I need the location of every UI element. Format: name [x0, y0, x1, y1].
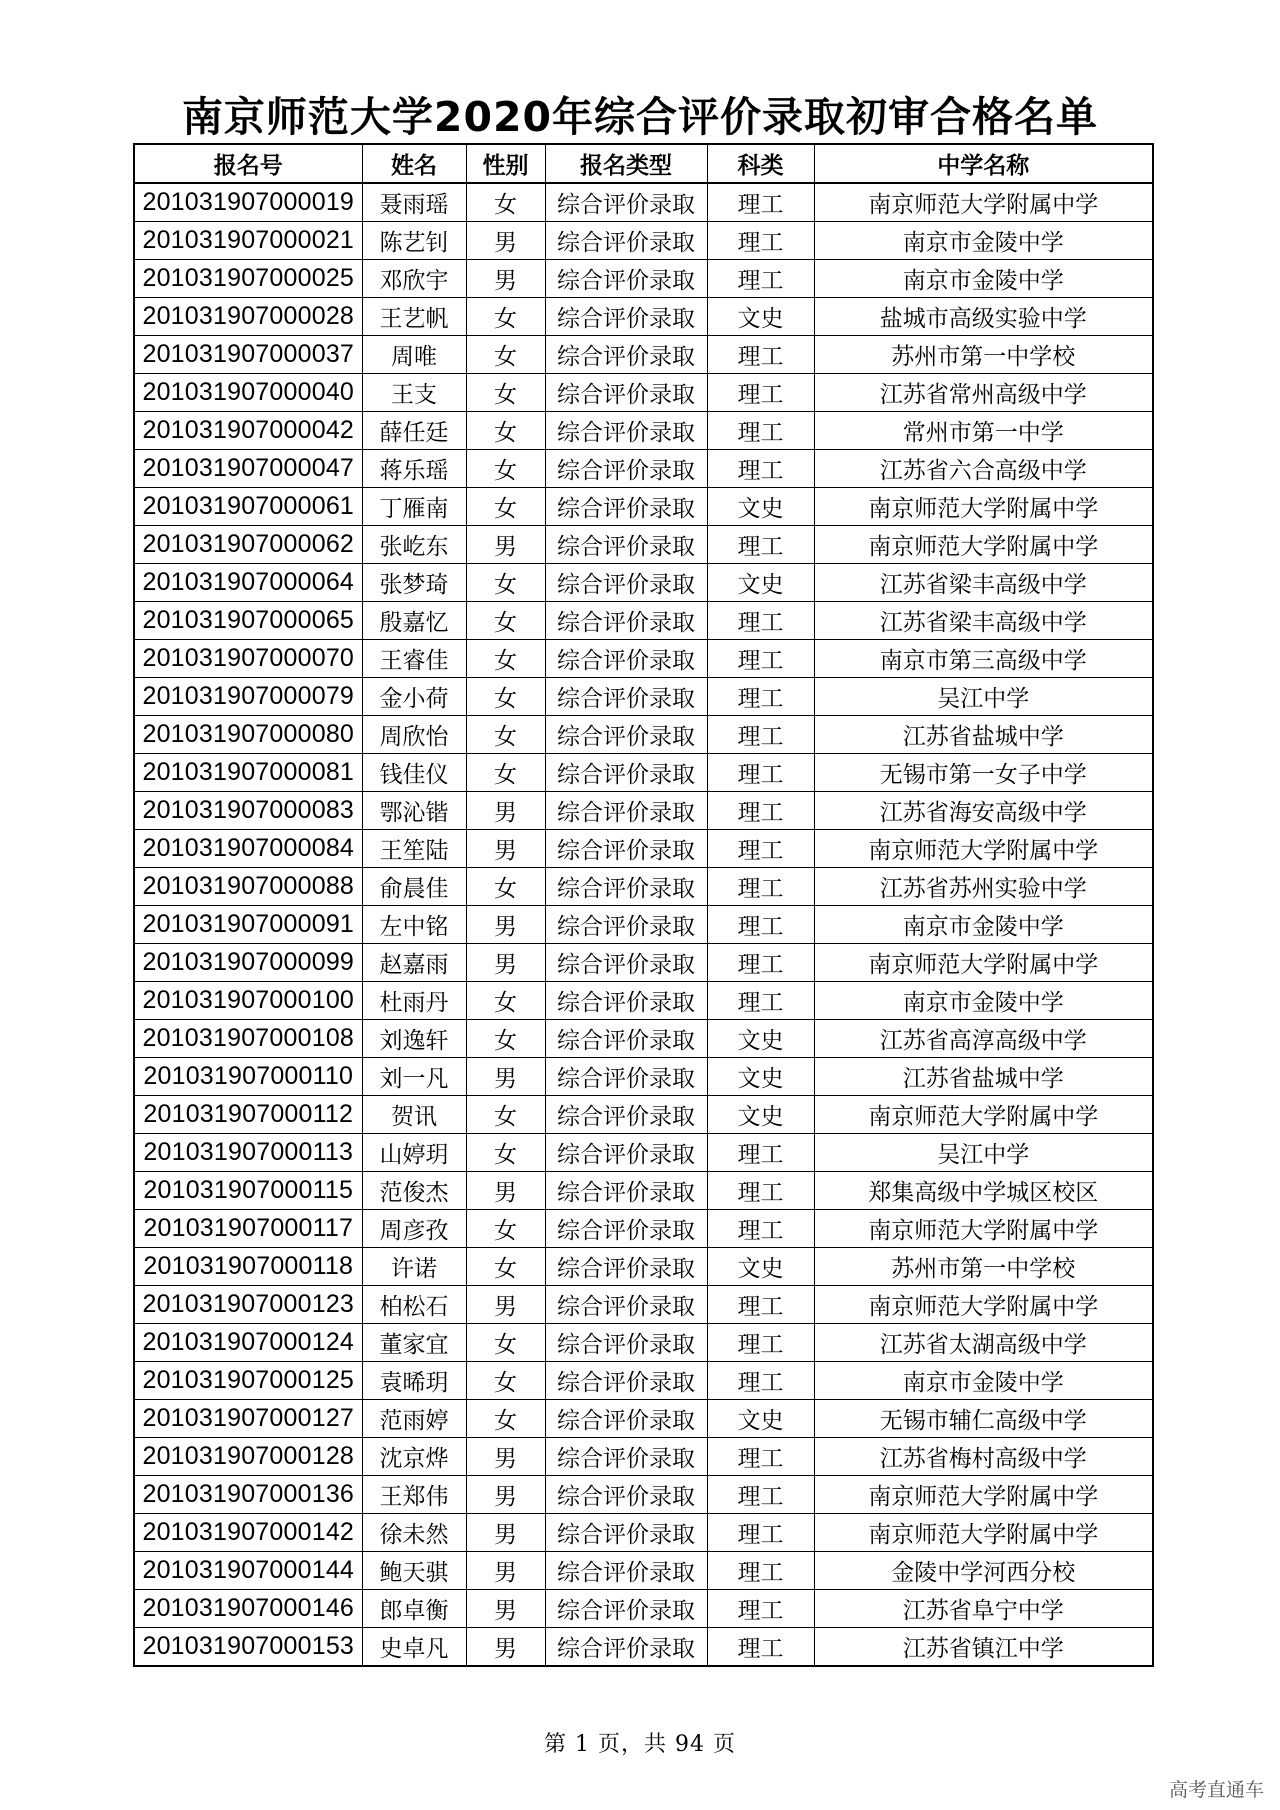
- table-row: [134, 640, 1153, 678]
- registration-no-cell: 201031907000088: [134, 868, 362, 906]
- registration-no-cell: 201031907000021: [134, 222, 362, 260]
- name-cell: 山婷玥: [362, 1134, 466, 1172]
- high-school-cell: 江苏省梁丰高级中学: [814, 602, 1153, 640]
- registration-type-cell: 综合评价录取: [545, 678, 707, 716]
- high-school-cell: 常州市第一中学: [814, 412, 1153, 450]
- high-school-cell: 江苏省梁丰高级中学: [814, 564, 1153, 602]
- subject-category-cell: 理工: [707, 374, 814, 412]
- table-row: [134, 183, 1153, 222]
- registration-no-cell: 201031907000118: [134, 1248, 362, 1286]
- registration-type-cell: 综合评价录取: [545, 1020, 707, 1058]
- registration-type-cell: 综合评价录取: [545, 374, 707, 412]
- registration-type-cell: 综合评价录取: [545, 298, 707, 336]
- registration-no-cell: 201031907000125: [134, 1362, 362, 1400]
- name-cell: 聂雨瑶: [362, 183, 466, 222]
- high-school-cell: 郑集高级中学城区校区: [814, 1172, 1153, 1210]
- gender-cell: 女: [466, 1324, 545, 1362]
- name-cell: 邓欣宇: [362, 260, 466, 298]
- column-header-registration-no: 报名号: [134, 144, 362, 183]
- name-cell: 周唯: [362, 336, 466, 374]
- high-school-cell: 南京市金陵中学: [814, 982, 1153, 1020]
- gender-cell: 女: [466, 868, 545, 906]
- subject-category-cell: 文史: [707, 1020, 814, 1058]
- table-row: [134, 1286, 1153, 1324]
- registration-type-cell: 综合评价录取: [545, 1058, 707, 1096]
- high-school-cell: 南京师范大学附属中学: [814, 944, 1153, 982]
- registration-type-cell: 综合评价录取: [545, 450, 707, 488]
- name-cell: 周彦孜: [362, 1210, 466, 1248]
- high-school-cell: 南京市金陵中学: [814, 260, 1153, 298]
- column-header-high-school: 中学名称: [814, 144, 1153, 183]
- column-header-name: 姓名: [362, 144, 466, 183]
- registration-no-cell: 201031907000124: [134, 1324, 362, 1362]
- registration-type-cell: 综合评价录取: [545, 1438, 707, 1476]
- registration-no-cell: 201031907000153: [134, 1628, 362, 1667]
- subject-category-cell: 理工: [707, 1134, 814, 1172]
- high-school-cell: 南京市金陵中学: [814, 222, 1153, 260]
- subject-category-cell: 理工: [707, 260, 814, 298]
- high-school-cell: 苏州市第一中学校: [814, 336, 1153, 374]
- subject-category-cell: 理工: [707, 1324, 814, 1362]
- subject-category-cell: 理工: [707, 183, 814, 222]
- name-cell: 左中铭: [362, 906, 466, 944]
- subject-category-cell: 理工: [707, 1210, 814, 1248]
- admission-list-table: [133, 143, 1154, 1667]
- name-cell: 金小荷: [362, 678, 466, 716]
- name-cell: 杜雨丹: [362, 982, 466, 1020]
- subject-category-cell: 理工: [707, 1590, 814, 1628]
- subject-category-cell: 理工: [707, 1362, 814, 1400]
- name-cell: 陈艺钊: [362, 222, 466, 260]
- table-row: [134, 412, 1153, 450]
- table-row: [134, 906, 1153, 944]
- high-school-cell: 江苏省高淳高级中学: [814, 1020, 1153, 1058]
- gender-cell: 男: [466, 830, 545, 868]
- gender-cell: 女: [466, 754, 545, 792]
- registration-no-cell: 201031907000115: [134, 1172, 362, 1210]
- name-cell: 王艺帆: [362, 298, 466, 336]
- registration-type-cell: 综合评价录取: [545, 602, 707, 640]
- registration-type-cell: 综合评价录取: [545, 260, 707, 298]
- registration-type-cell: 综合评价录取: [545, 336, 707, 374]
- registration-no-cell: 201031907000019: [134, 183, 362, 222]
- table-row: [134, 678, 1153, 716]
- table-row: [134, 716, 1153, 754]
- gender-cell: 男: [466, 1172, 545, 1210]
- registration-no-cell: 201031907000110: [134, 1058, 362, 1096]
- name-cell: 袁晞玥: [362, 1362, 466, 1400]
- registration-type-cell: 综合评价录取: [545, 488, 707, 526]
- registration-type-cell: 综合评价录取: [545, 1286, 707, 1324]
- name-cell: 薛任廷: [362, 412, 466, 450]
- subject-category-cell: 文史: [707, 1096, 814, 1134]
- table-row: [134, 450, 1153, 488]
- registration-type-cell: 综合评价录取: [545, 792, 707, 830]
- table-row: [134, 1552, 1153, 1590]
- watermark: 高考直通车: [1168, 1779, 1264, 1801]
- high-school-cell: 江苏省梅村高级中学: [814, 1438, 1153, 1476]
- gender-cell: 女: [466, 1362, 545, 1400]
- subject-category-cell: 理工: [707, 716, 814, 754]
- high-school-cell: 南京市金陵中学: [814, 906, 1153, 944]
- registration-type-cell: 综合评价录取: [545, 1172, 707, 1210]
- registration-no-cell: 201031907000061: [134, 488, 362, 526]
- table-row: [134, 260, 1153, 298]
- registration-type-cell: 综合评价录取: [545, 1590, 707, 1628]
- table-row: [134, 1210, 1153, 1248]
- subject-category-cell: 理工: [707, 1514, 814, 1552]
- gender-cell: 男: [466, 1590, 545, 1628]
- gender-cell: 女: [466, 183, 545, 222]
- registration-no-cell: 201031907000128: [134, 1438, 362, 1476]
- subject-category-cell: 文史: [707, 1400, 814, 1438]
- gender-cell: 女: [466, 678, 545, 716]
- table-row: [134, 792, 1153, 830]
- high-school-cell: 苏州市第一中学校: [814, 1248, 1153, 1286]
- name-cell: 徐未然: [362, 1514, 466, 1552]
- subject-category-cell: 文史: [707, 488, 814, 526]
- high-school-cell: 南京市第三高级中学: [814, 640, 1153, 678]
- table-row: [134, 1248, 1153, 1286]
- name-cell: 许诺: [362, 1248, 466, 1286]
- high-school-cell: 南京师范大学附属中学: [814, 1210, 1153, 1248]
- high-school-cell: 江苏省盐城中学: [814, 716, 1153, 754]
- gender-cell: 女: [466, 1020, 545, 1058]
- high-school-cell: 盐城市高级实验中学: [814, 298, 1153, 336]
- name-cell: 蒋乐瑶: [362, 450, 466, 488]
- registration-type-cell: 综合评价录取: [545, 1552, 707, 1590]
- registration-no-cell: 201031907000117: [134, 1210, 362, 1248]
- column-header-registration-type: 报名类型: [545, 144, 707, 183]
- subject-category-cell: 理工: [707, 1438, 814, 1476]
- page-title: 南京师范大学2020年综合评价录取初审合格名单: [181, 93, 1099, 141]
- registration-no-cell: 201031907000062: [134, 526, 362, 564]
- registration-no-cell: 201031907000047: [134, 450, 362, 488]
- registration-no-cell: 201031907000083: [134, 792, 362, 830]
- registration-no-cell: 201031907000065: [134, 602, 362, 640]
- subject-category-cell: 理工: [707, 412, 814, 450]
- high-school-cell: 南京师范大学附属中学: [814, 488, 1153, 526]
- name-cell: 赵嘉雨: [362, 944, 466, 982]
- gender-cell: 男: [466, 792, 545, 830]
- subject-category-cell: 文史: [707, 1058, 814, 1096]
- high-school-cell: 南京师范大学附属中学: [814, 1476, 1153, 1514]
- high-school-cell: 江苏省六合高级中学: [814, 450, 1153, 488]
- table-row: [134, 982, 1153, 1020]
- subject-category-cell: 理工: [707, 450, 814, 488]
- high-school-cell: 江苏省常州高级中学: [814, 374, 1153, 412]
- subject-category-cell: 理工: [707, 1286, 814, 1324]
- high-school-cell: 金陵中学河西分校: [814, 1552, 1153, 1590]
- name-cell: 董家宜: [362, 1324, 466, 1362]
- gender-cell: 男: [466, 222, 545, 260]
- registration-no-cell: 201031907000080: [134, 716, 362, 754]
- table-row: [134, 1172, 1153, 1210]
- subject-category-cell: 理工: [707, 868, 814, 906]
- registration-no-cell: 201031907000100: [134, 982, 362, 1020]
- table-row: [134, 602, 1153, 640]
- registration-type-cell: 综合评价录取: [545, 1324, 707, 1362]
- high-school-cell: 江苏省盐城中学: [814, 1058, 1153, 1096]
- registration-no-cell: 201031907000064: [134, 564, 362, 602]
- name-cell: 鲍天骐: [362, 1552, 466, 1590]
- subject-category-cell: 理工: [707, 336, 814, 374]
- registration-type-cell: 综合评价录取: [545, 1362, 707, 1400]
- name-cell: 钱佳仪: [362, 754, 466, 792]
- registration-type-cell: 综合评价录取: [545, 640, 707, 678]
- table-row: [134, 1324, 1153, 1362]
- high-school-cell: 江苏省阜宁中学: [814, 1590, 1153, 1628]
- name-cell: 王笙陆: [362, 830, 466, 868]
- name-cell: 沈京烨: [362, 1438, 466, 1476]
- registration-type-cell: 综合评价录取: [545, 716, 707, 754]
- gender-cell: 女: [466, 1400, 545, 1438]
- registration-no-cell: 201031907000127: [134, 1400, 362, 1438]
- high-school-cell: 无锡市第一女子中学: [814, 754, 1153, 792]
- gender-cell: 女: [466, 602, 545, 640]
- name-cell: 张梦琦: [362, 564, 466, 602]
- high-school-cell: 江苏省镇江中学: [814, 1628, 1153, 1667]
- gender-cell: 女: [466, 564, 545, 602]
- gender-cell: 女: [466, 488, 545, 526]
- gender-cell: 女: [466, 1134, 545, 1172]
- gender-cell: 女: [466, 1210, 545, 1248]
- registration-no-cell: 201031907000091: [134, 906, 362, 944]
- gender-cell: 男: [466, 1552, 545, 1590]
- registration-type-cell: 综合评价录取: [545, 982, 707, 1020]
- registration-no-cell: 201031907000084: [134, 830, 362, 868]
- column-header-subject-category: 科类: [707, 144, 814, 183]
- table-row: [134, 1628, 1153, 1667]
- subject-category-cell: 理工: [707, 982, 814, 1020]
- high-school-cell: 吴江中学: [814, 1134, 1153, 1172]
- table-row: [134, 830, 1153, 868]
- subject-category-cell: 理工: [707, 754, 814, 792]
- name-cell: 张屹东: [362, 526, 466, 564]
- gender-cell: 男: [466, 1628, 545, 1667]
- table-row: [134, 488, 1153, 526]
- table-row: [134, 374, 1153, 412]
- gender-cell: 女: [466, 336, 545, 374]
- name-cell: 俞晨佳: [362, 868, 466, 906]
- gender-cell: 女: [466, 716, 545, 754]
- gender-cell: 女: [466, 374, 545, 412]
- subject-category-cell: 理工: [707, 640, 814, 678]
- gender-cell: 女: [466, 1248, 545, 1286]
- subject-category-cell: 理工: [707, 830, 814, 868]
- registration-no-cell: 201031907000123: [134, 1286, 362, 1324]
- registration-no-cell: 201031907000142: [134, 1514, 362, 1552]
- high-school-cell: 江苏省太湖高级中学: [814, 1324, 1153, 1362]
- registration-type-cell: 综合评价录取: [545, 754, 707, 792]
- registration-no-cell: 201031907000108: [134, 1020, 362, 1058]
- registration-type-cell: 综合评价录取: [545, 564, 707, 602]
- high-school-cell: 江苏省苏州实验中学: [814, 868, 1153, 906]
- high-school-cell: 南京师范大学附属中学: [814, 526, 1153, 564]
- name-cell: 刘一凡: [362, 1058, 466, 1096]
- gender-cell: 男: [466, 906, 545, 944]
- subject-category-cell: 理工: [707, 602, 814, 640]
- table-row: [134, 1438, 1153, 1476]
- table-row: [134, 1134, 1153, 1172]
- name-cell: 王支: [362, 374, 466, 412]
- high-school-cell: 吴江中学: [814, 678, 1153, 716]
- registration-no-cell: 201031907000144: [134, 1552, 362, 1590]
- subject-category-cell: 理工: [707, 222, 814, 260]
- gender-cell: 男: [466, 1058, 545, 1096]
- high-school-cell: 南京师范大学附属中学: [814, 183, 1153, 222]
- table-row: [134, 564, 1153, 602]
- name-cell: 鄂沁锴: [362, 792, 466, 830]
- table-row: [134, 336, 1153, 374]
- table-row: [134, 754, 1153, 792]
- registration-type-cell: 综合评价录取: [545, 183, 707, 222]
- subject-category-cell: 理工: [707, 906, 814, 944]
- registration-no-cell: 201031907000037: [134, 336, 362, 374]
- table-row: [134, 1400, 1153, 1438]
- table-body: [134, 183, 1153, 1666]
- registration-no-cell: 201031907000025: [134, 260, 362, 298]
- high-school-cell: 南京师范大学附属中学: [814, 1286, 1153, 1324]
- gender-cell: 女: [466, 450, 545, 488]
- name-cell: 郎卓衡: [362, 1590, 466, 1628]
- registration-no-cell: 201031907000042: [134, 412, 362, 450]
- gender-cell: 男: [466, 526, 545, 564]
- registration-no-cell: 201031907000113: [134, 1134, 362, 1172]
- table-row: [134, 1514, 1153, 1552]
- subject-category-cell: 理工: [707, 678, 814, 716]
- registration-no-cell: 201031907000136: [134, 1476, 362, 1514]
- name-cell: 殷嘉忆: [362, 602, 466, 640]
- registration-type-cell: 综合评价录取: [545, 526, 707, 564]
- registration-type-cell: 综合评价录取: [545, 222, 707, 260]
- name-cell: 贺讯: [362, 1096, 466, 1134]
- name-cell: 史卓凡: [362, 1628, 466, 1667]
- registration-no-cell: 201031907000146: [134, 1590, 362, 1628]
- subject-category-cell: 理工: [707, 792, 814, 830]
- high-school-cell: 南京师范大学附属中学: [814, 830, 1153, 868]
- subject-category-cell: 文史: [707, 1248, 814, 1286]
- gender-cell: 男: [466, 1476, 545, 1514]
- registration-type-cell: 综合评价录取: [545, 1096, 707, 1134]
- registration-type-cell: 综合评价录取: [545, 906, 707, 944]
- high-school-cell: 南京师范大学附属中学: [814, 1514, 1153, 1552]
- name-cell: 范俊杰: [362, 1172, 466, 1210]
- table-row: [134, 298, 1153, 336]
- registration-no-cell: 201031907000028: [134, 298, 362, 336]
- high-school-cell: 无锡市辅仁高级中学: [814, 1400, 1153, 1438]
- table-row: [134, 1362, 1153, 1400]
- table-row: [134, 868, 1153, 906]
- gender-cell: 男: [466, 1514, 545, 1552]
- subject-category-cell: 理工: [707, 1172, 814, 1210]
- gender-cell: 女: [466, 640, 545, 678]
- registration-type-cell: 综合评价录取: [545, 830, 707, 868]
- registration-no-cell: 201031907000040: [134, 374, 362, 412]
- gender-cell: 女: [466, 412, 545, 450]
- table-row: [134, 1020, 1153, 1058]
- registration-type-cell: 综合评价录取: [545, 944, 707, 982]
- gender-cell: 女: [466, 982, 545, 1020]
- gender-cell: 男: [466, 260, 545, 298]
- subject-category-cell: 理工: [707, 526, 814, 564]
- registration-type-cell: 综合评价录取: [545, 412, 707, 450]
- gender-cell: 女: [466, 1096, 545, 1134]
- registration-type-cell: 综合评价录取: [545, 1134, 707, 1172]
- name-cell: 柏松石: [362, 1286, 466, 1324]
- high-school-cell: 南京师范大学附属中学: [814, 1096, 1153, 1134]
- gender-cell: 男: [466, 1286, 545, 1324]
- name-cell: 王睿佳: [362, 640, 466, 678]
- name-cell: 范雨婷: [362, 1400, 466, 1438]
- subject-category-cell: 理工: [707, 1476, 814, 1514]
- table-header-row: [134, 144, 1153, 183]
- gender-cell: 女: [466, 298, 545, 336]
- high-school-cell: 南京市金陵中学: [814, 1362, 1153, 1400]
- registration-no-cell: 201031907000112: [134, 1096, 362, 1134]
- table-row: [134, 1096, 1153, 1134]
- registration-no-cell: 201031907000081: [134, 754, 362, 792]
- subject-category-cell: 理工: [707, 944, 814, 982]
- registration-no-cell: 201031907000079: [134, 678, 362, 716]
- registration-type-cell: 综合评价录取: [545, 1400, 707, 1438]
- registration-no-cell: 201031907000070: [134, 640, 362, 678]
- name-cell: 周欣怡: [362, 716, 466, 754]
- registration-type-cell: 综合评价录取: [545, 1210, 707, 1248]
- table-row: [134, 1058, 1153, 1096]
- registration-no-cell: 201031907000099: [134, 944, 362, 982]
- page-footer: 第 1 页，共 94 页: [544, 1732, 736, 1757]
- table-row: [134, 526, 1153, 564]
- gender-cell: 男: [466, 1438, 545, 1476]
- registration-type-cell: 综合评价录取: [545, 1514, 707, 1552]
- subject-category-cell: 文史: [707, 298, 814, 336]
- high-school-cell: 江苏省海安高级中学: [814, 792, 1153, 830]
- subject-category-cell: 理工: [707, 1628, 814, 1667]
- subject-category-cell: 文史: [707, 564, 814, 602]
- column-header-gender: 性别: [466, 144, 545, 183]
- table-row: [134, 1476, 1153, 1514]
- registration-type-cell: 综合评价录取: [545, 1248, 707, 1286]
- name-cell: 刘逸轩: [362, 1020, 466, 1058]
- name-cell: 丁雁南: [362, 488, 466, 526]
- name-cell: 王郑伟: [362, 1476, 466, 1514]
- table-row: [134, 944, 1153, 982]
- subject-category-cell: 理工: [707, 1552, 814, 1590]
- registration-type-cell: 综合评价录取: [545, 1476, 707, 1514]
- registration-type-cell: 综合评价录取: [545, 868, 707, 906]
- table-row: [134, 1590, 1153, 1628]
- table-row: [134, 222, 1153, 260]
- gender-cell: 男: [466, 944, 545, 982]
- registration-type-cell: 综合评价录取: [545, 1628, 707, 1667]
